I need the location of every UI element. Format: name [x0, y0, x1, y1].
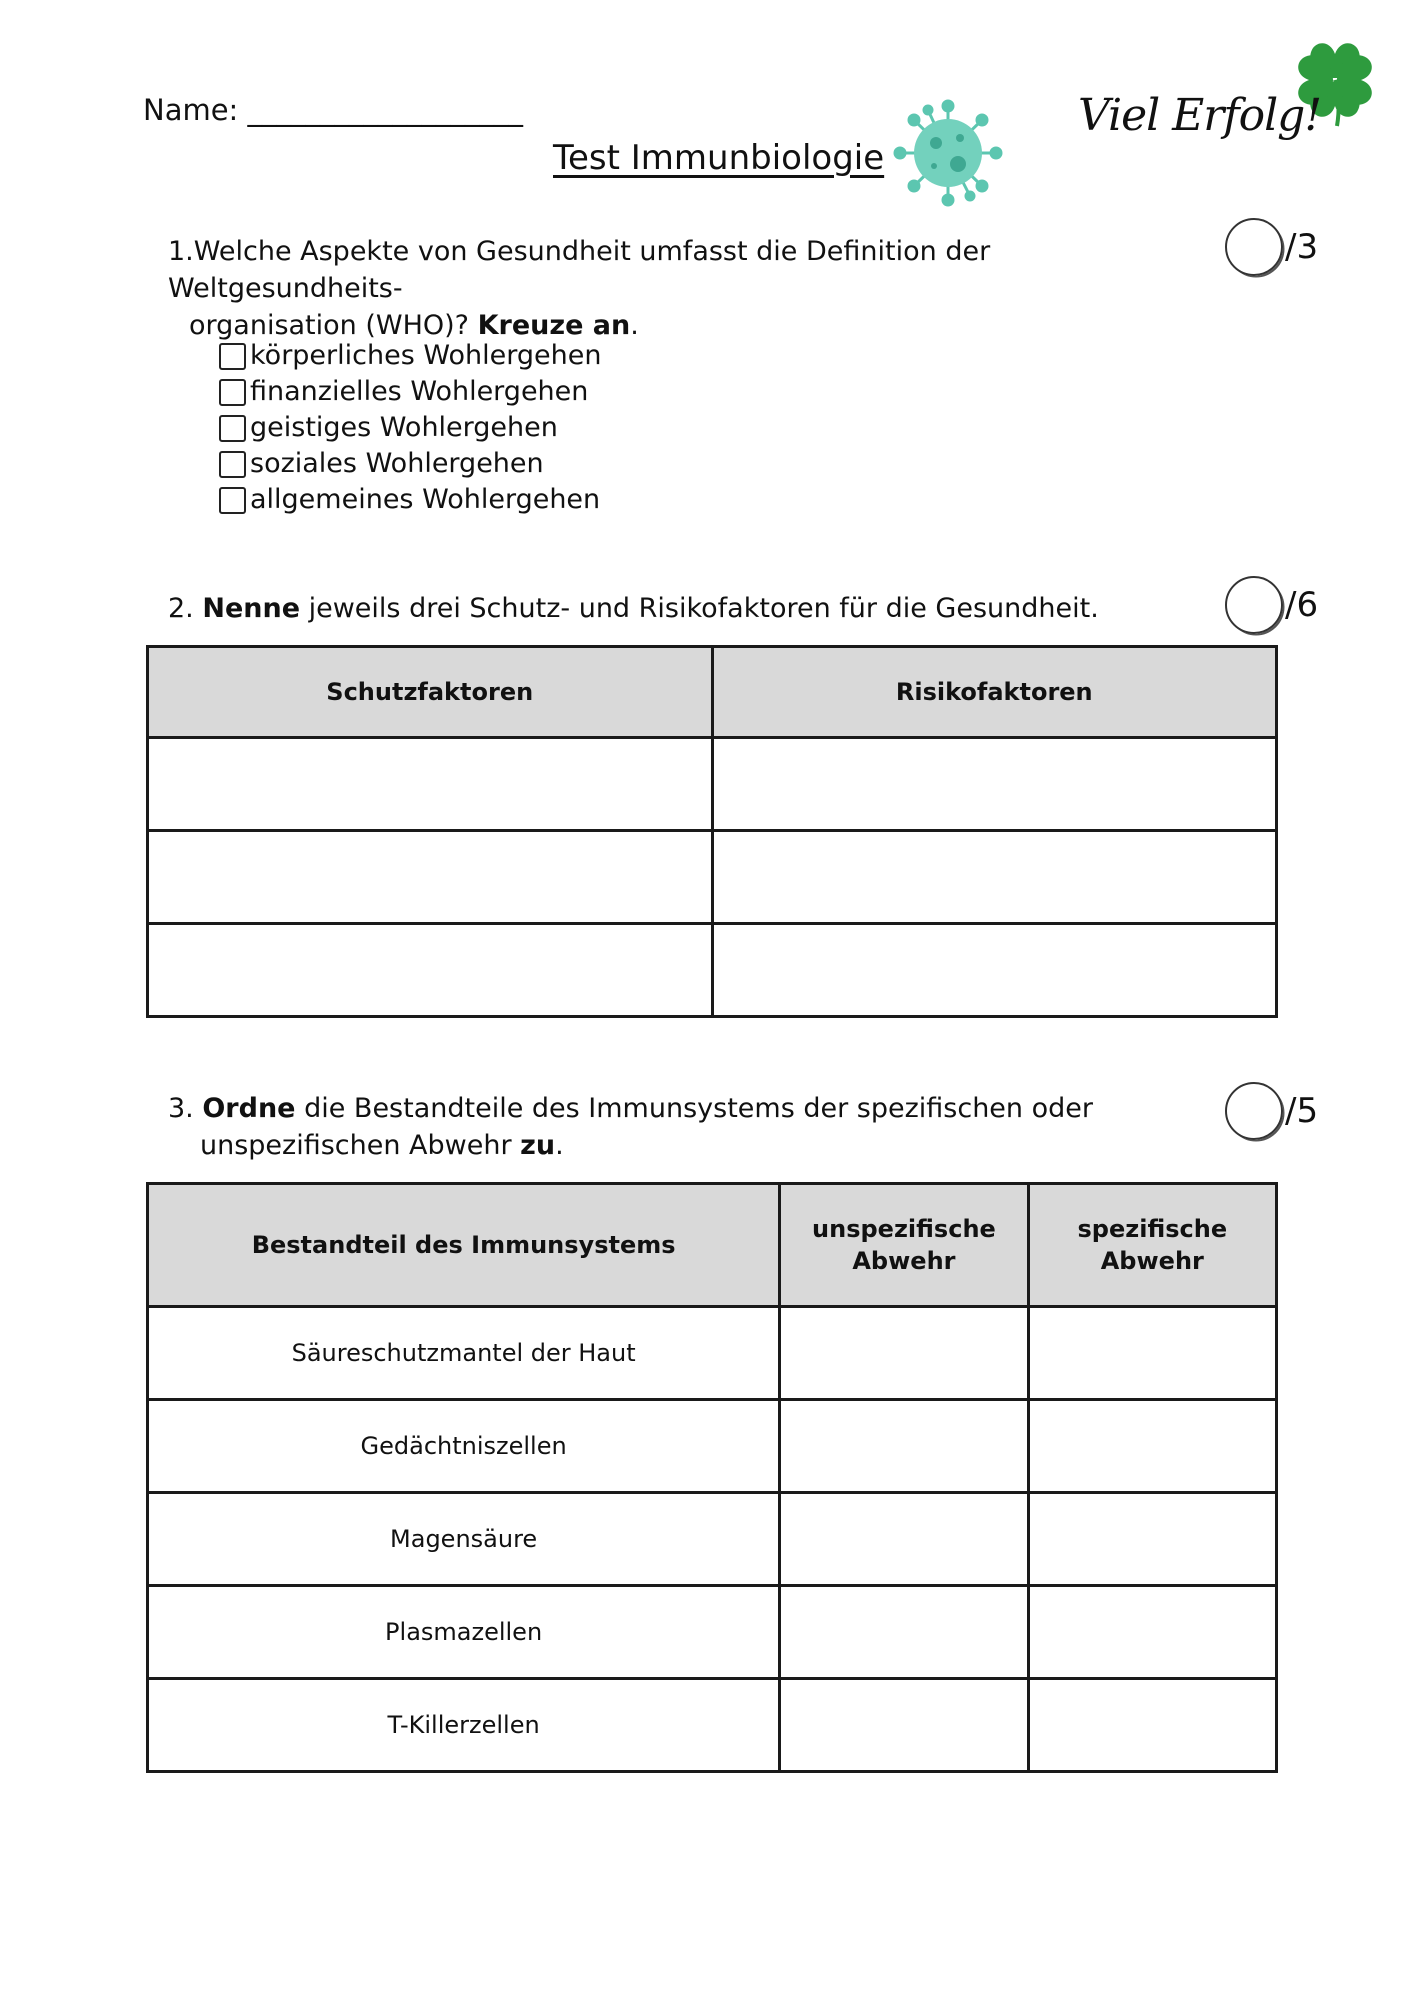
column-header-schutzfaktoren: Schutzfaktoren [148, 647, 713, 738]
question-3 [168, 1090, 1178, 1164]
score-circle [1225, 1082, 1283, 1140]
table-row [148, 1586, 1277, 1679]
question-text: jeweils drei Schutz- und Risikofaktoren für die Gesundheit. [300, 593, 1099, 624]
name-field-label: Name: ___________________ [143, 93, 524, 127]
instruction-verb: zu [520, 1130, 556, 1161]
score-box [1225, 218, 1318, 276]
component-cell: Säureschutzmantel der Haut [148, 1307, 780, 1400]
question-text: unspezifischen Abwehr [200, 1130, 521, 1161]
checkbox[interactable] [219, 379, 246, 406]
checkbox-option[interactable] [219, 482, 601, 518]
header-line: spezifische [1077, 1215, 1228, 1243]
answer-cell[interactable] [1028, 1400, 1276, 1493]
checkbox-list [219, 338, 601, 518]
table-row [148, 738, 1277, 831]
checkbox-option[interactable] [219, 410, 601, 446]
answer-cell[interactable] [148, 738, 713, 831]
table-row [148, 831, 1277, 924]
table-row [148, 1493, 1277, 1586]
column-header-spezifisch [1028, 1184, 1276, 1307]
score-circle [1225, 218, 1283, 276]
question-text: Welche Aspekte von Gesundheit umfasst die Definition der Weltgesundheits- [168, 236, 991, 304]
column-header-risikofaktoren: Risikofaktoren [712, 647, 1277, 738]
question-text: die Bestandteile des Immunsystems der spezifischen oder [295, 1093, 1093, 1124]
table-row [148, 1679, 1277, 1772]
score-circle [1225, 576, 1283, 634]
header-line: Abwehr [1100, 1247, 1204, 1275]
question-text: organisation (WHO)? [189, 310, 478, 341]
answer-cell[interactable] [712, 924, 1277, 1017]
question-number: 3. [168, 1093, 194, 1124]
page-title: Test Immunbiologie [553, 138, 885, 178]
score-box [1225, 576, 1318, 634]
factors-table [146, 645, 1278, 1018]
answer-cell[interactable] [1028, 1307, 1276, 1400]
checkbox[interactable] [219, 451, 246, 478]
table-row [148, 924, 1277, 1017]
checkbox-option[interactable] [219, 338, 601, 374]
header-line: Abwehr [852, 1247, 956, 1275]
punctuation: . [630, 310, 639, 341]
punctuation: . [555, 1130, 564, 1161]
answer-cell[interactable] [1028, 1493, 1276, 1586]
table-row [148, 1307, 1277, 1400]
component-cell: T-Killerzellen [148, 1679, 780, 1772]
option-label: allgemeines Wohlergehen [250, 484, 601, 515]
question-1 [168, 233, 1178, 344]
checkbox[interactable] [219, 343, 246, 370]
score-max: /5 [1285, 1091, 1319, 1131]
immune-system-table [146, 1182, 1278, 1773]
answer-cell[interactable] [780, 1586, 1028, 1679]
answer-cell[interactable] [780, 1679, 1028, 1772]
column-header-unspezifisch [780, 1184, 1028, 1307]
table-row [148, 1400, 1277, 1493]
answer-cell[interactable] [712, 738, 1277, 831]
question-number: 1. [168, 236, 194, 267]
good-luck-text: Viel Erfolg! [1078, 90, 1322, 141]
instruction-verb: Ordne [202, 1093, 296, 1124]
checkbox[interactable] [219, 487, 246, 514]
answer-cell[interactable] [1028, 1586, 1276, 1679]
component-cell: Gedächtniszellen [148, 1400, 780, 1493]
checkbox[interactable] [219, 415, 246, 442]
component-cell: Plasmazellen [148, 1586, 780, 1679]
instruction-verb: Kreuze an [477, 310, 631, 341]
answer-cell[interactable] [780, 1493, 1028, 1586]
header-line: unspezifische [812, 1215, 996, 1243]
answer-cell[interactable] [1028, 1679, 1276, 1772]
score-max: /6 [1285, 585, 1319, 625]
answer-cell[interactable] [780, 1307, 1028, 1400]
virus-icon [888, 98, 1008, 208]
option-label: geistiges Wohlergehen [250, 412, 558, 443]
option-label: finanzielles Wohlergehen [250, 376, 589, 407]
checkbox-option[interactable] [219, 374, 601, 410]
instruction-verb: Nenne [202, 593, 301, 624]
component-cell: Magensäure [148, 1493, 780, 1586]
answer-cell[interactable] [712, 831, 1277, 924]
answer-cell[interactable] [148, 831, 713, 924]
option-label: soziales Wohlergehen [250, 448, 544, 479]
score-max: /3 [1285, 227, 1319, 267]
question-number: 2. [168, 593, 194, 624]
column-header-bestandteil: Bestandteil des Immunsystems [148, 1184, 780, 1307]
score-box [1225, 1082, 1318, 1140]
checkbox-option[interactable] [219, 446, 601, 482]
option-label: körperliches Wohlergehen [250, 340, 602, 371]
answer-cell[interactable] [780, 1400, 1028, 1493]
question-2 [168, 590, 1178, 627]
answer-cell[interactable] [148, 924, 713, 1017]
